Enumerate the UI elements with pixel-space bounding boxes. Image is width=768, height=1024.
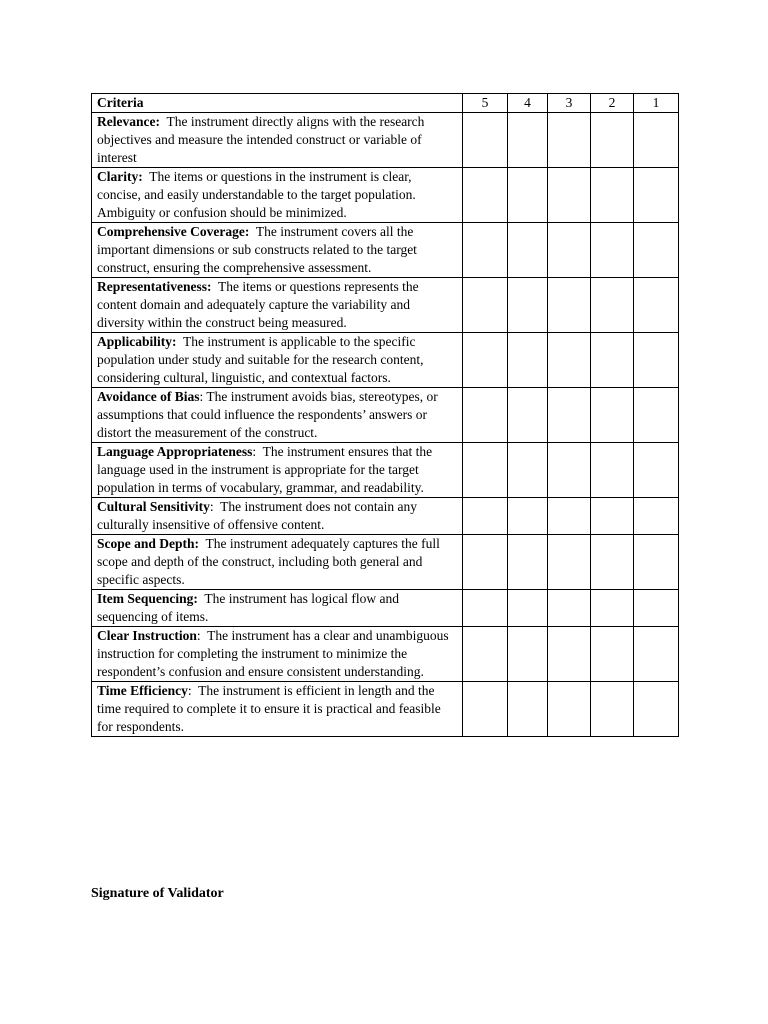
criterion-title: Item Sequencing: <box>97 591 198 606</box>
criterion-description <box>92 443 463 498</box>
criterion-text: The instrument is applicable to the specific population under study and suitable for the research content, considering cultural, linguistic, and contextual factors. <box>97 334 424 385</box>
criterion-description <box>92 278 463 333</box>
rating-cell-4[interactable] <box>508 388 548 443</box>
rating-cell-5[interactable] <box>463 388 508 443</box>
rating-cell-1[interactable] <box>634 535 679 590</box>
criteria-column-header: Criteria <box>92 94 463 113</box>
rating-cell-4[interactable] <box>508 168 548 223</box>
table-row <box>92 333 679 388</box>
rating-cell-2[interactable] <box>591 682 634 737</box>
criterion-text: The instrument does not contain any culturally insensitive of offensive content. <box>97 499 417 532</box>
signature-label: Signature of Validator <box>91 886 224 901</box>
scale-header-5: 5 <box>463 94 508 113</box>
rating-cell-5[interactable] <box>463 223 508 278</box>
rating-cell-4[interactable] <box>508 627 548 682</box>
rating-cell-5[interactable] <box>463 682 508 737</box>
criterion-text: The items or questions represents the content domain and adequately capture the variability and diversity within the construct being measured. <box>97 279 419 330</box>
criterion-separator: : <box>199 389 207 404</box>
rating-cell-1[interactable] <box>634 443 679 498</box>
table-row <box>92 590 679 627</box>
criterion-title: Time Efficiency <box>97 683 188 698</box>
criterion-separator: : <box>209 499 221 514</box>
table-row <box>92 223 679 278</box>
rating-cell-2[interactable] <box>591 113 634 168</box>
table-row <box>92 627 679 682</box>
rating-cell-3[interactable] <box>548 333 591 388</box>
rating-cell-5[interactable] <box>463 443 508 498</box>
table-row <box>92 535 679 590</box>
criterion-description <box>92 682 463 737</box>
criterion-text: The instrument has a clear and unambiguous instruction for completing the instrument to minimize the respondent’s confusion and ensure consistent understanding. <box>97 628 449 679</box>
criterion-title: Cultural Sensitivity <box>97 499 210 514</box>
rating-cell-2[interactable] <box>591 498 634 535</box>
criterion-text: The instrument is efficient in length and the time required to complete it to ensure it is practical and feasible for respondents. <box>97 683 441 734</box>
criterion-description <box>92 498 463 535</box>
rating-cell-3[interactable] <box>548 627 591 682</box>
criterion-title: Scope and Depth: <box>97 536 200 551</box>
rating-cell-4[interactable] <box>508 223 548 278</box>
rating-cell-4[interactable] <box>508 682 548 737</box>
rating-cell-5[interactable] <box>463 535 508 590</box>
criterion-text: The instrument adequately captures the full scope and depth of the construct, including both general and specific aspects. <box>97 536 440 587</box>
rating-cell-2[interactable] <box>591 535 634 590</box>
rating-cell-2[interactable] <box>591 590 634 627</box>
rating-cell-1[interactable] <box>634 278 679 333</box>
rating-cell-2[interactable] <box>591 168 634 223</box>
criterion-text: The items or questions in the instrument is clear, concise, and easily understandable to the target population. Ambiguity or confusion should be minimized. <box>97 169 416 220</box>
validation-rubric-table <box>91 93 679 737</box>
criterion-description <box>92 627 463 682</box>
criterion-description <box>92 223 463 278</box>
table-row <box>92 113 679 168</box>
criterion-title: Representativeness: <box>97 279 212 294</box>
criterion-title: Avoidance of Bias <box>97 389 200 404</box>
rating-cell-2[interactable] <box>591 278 634 333</box>
rating-cell-2[interactable] <box>591 627 634 682</box>
rating-cell-4[interactable] <box>508 278 548 333</box>
table-row <box>92 168 679 223</box>
rating-cell-2[interactable] <box>591 443 634 498</box>
criterion-separator: : <box>252 444 263 459</box>
rating-cell-3[interactable] <box>548 590 591 627</box>
table-row <box>92 682 679 737</box>
rating-cell-1[interactable] <box>634 627 679 682</box>
table-row <box>92 498 679 535</box>
criterion-title: Relevance: <box>97 114 160 129</box>
criterion-separator: : <box>196 628 208 643</box>
rating-cell-5[interactable] <box>463 627 508 682</box>
criterion-text: The instrument directly aligns with the research objectives and measure the intended construct or variable of interest <box>97 114 425 165</box>
rating-cell-3[interactable] <box>548 278 591 333</box>
rubric-body <box>92 113 679 737</box>
criterion-text: The instrument avoids bias, stereotypes, or assumptions that could influence the respondents’ answers or distort the measurement of the construct. <box>97 389 438 440</box>
table-row <box>92 278 679 333</box>
criterion-description <box>92 590 463 627</box>
rating-cell-1[interactable] <box>634 333 679 388</box>
criterion-title: Applicability: <box>97 334 177 349</box>
table-row <box>92 443 679 498</box>
criterion-title: Language Appropriateness <box>97 444 253 459</box>
rating-cell-3[interactable] <box>548 168 591 223</box>
rating-cell-2[interactable] <box>591 333 634 388</box>
rating-cell-3[interactable] <box>548 682 591 737</box>
rating-cell-3[interactable] <box>548 443 591 498</box>
rating-cell-1[interactable] <box>634 682 679 737</box>
scale-header-4: 4 <box>508 94 548 113</box>
scale-header-1: 1 <box>634 94 679 113</box>
rating-cell-4[interactable] <box>508 535 548 590</box>
rating-cell-1[interactable] <box>634 498 679 535</box>
criterion-description <box>92 168 463 223</box>
rating-cell-4[interactable] <box>508 113 548 168</box>
scale-header-3: 3 <box>548 94 591 113</box>
criterion-title: Comprehensive Coverage: <box>97 224 250 239</box>
criterion-description <box>92 113 463 168</box>
rating-cell-5[interactable] <box>463 590 508 627</box>
rating-cell-5[interactable] <box>463 113 508 168</box>
criterion-text: The instrument ensures that the language used in the instrument is appropriate for the target population in terms of vocabulary, grammar, and readability. <box>97 444 433 495</box>
scale-header-2: 2 <box>591 94 634 113</box>
rating-cell-3[interactable] <box>548 223 591 278</box>
criterion-description <box>92 333 463 388</box>
criterion-title: Clarity: <box>97 169 143 184</box>
rating-cell-3[interactable] <box>548 498 591 535</box>
criterion-description <box>92 388 463 443</box>
rating-cell-3[interactable] <box>548 535 591 590</box>
rating-cell-4[interactable] <box>508 443 548 498</box>
rating-cell-2[interactable] <box>591 223 634 278</box>
rating-cell-1[interactable] <box>634 168 679 223</box>
rating-cell-1[interactable] <box>634 590 679 627</box>
rating-cell-4[interactable] <box>508 333 548 388</box>
criterion-title: Clear Instruction <box>97 628 197 643</box>
rating-cell-5[interactable] <box>463 333 508 388</box>
rating-cell-1[interactable] <box>634 223 679 278</box>
criterion-text: The instrument has logical flow and sequencing of items. <box>97 591 399 624</box>
rating-cell-4[interactable] <box>508 590 548 627</box>
rating-cell-2[interactable] <box>591 388 634 443</box>
criterion-text: The instrument covers all the important dimensions or sub constructs related to the target construct, ensuring the comprehensive assessment. <box>97 224 417 275</box>
criterion-separator: : <box>187 683 199 698</box>
table-row <box>92 388 679 443</box>
table-header-row <box>92 94 679 113</box>
rating-cell-5[interactable] <box>463 278 508 333</box>
rating-cell-1[interactable] <box>634 388 679 443</box>
rating-cell-4[interactable] <box>508 498 548 535</box>
rating-cell-3[interactable] <box>548 388 591 443</box>
criterion-description <box>92 535 463 590</box>
rating-cell-3[interactable] <box>548 113 591 168</box>
rating-cell-5[interactable] <box>463 168 508 223</box>
rating-cell-5[interactable] <box>463 498 508 535</box>
rating-cell-1[interactable] <box>634 113 679 168</box>
